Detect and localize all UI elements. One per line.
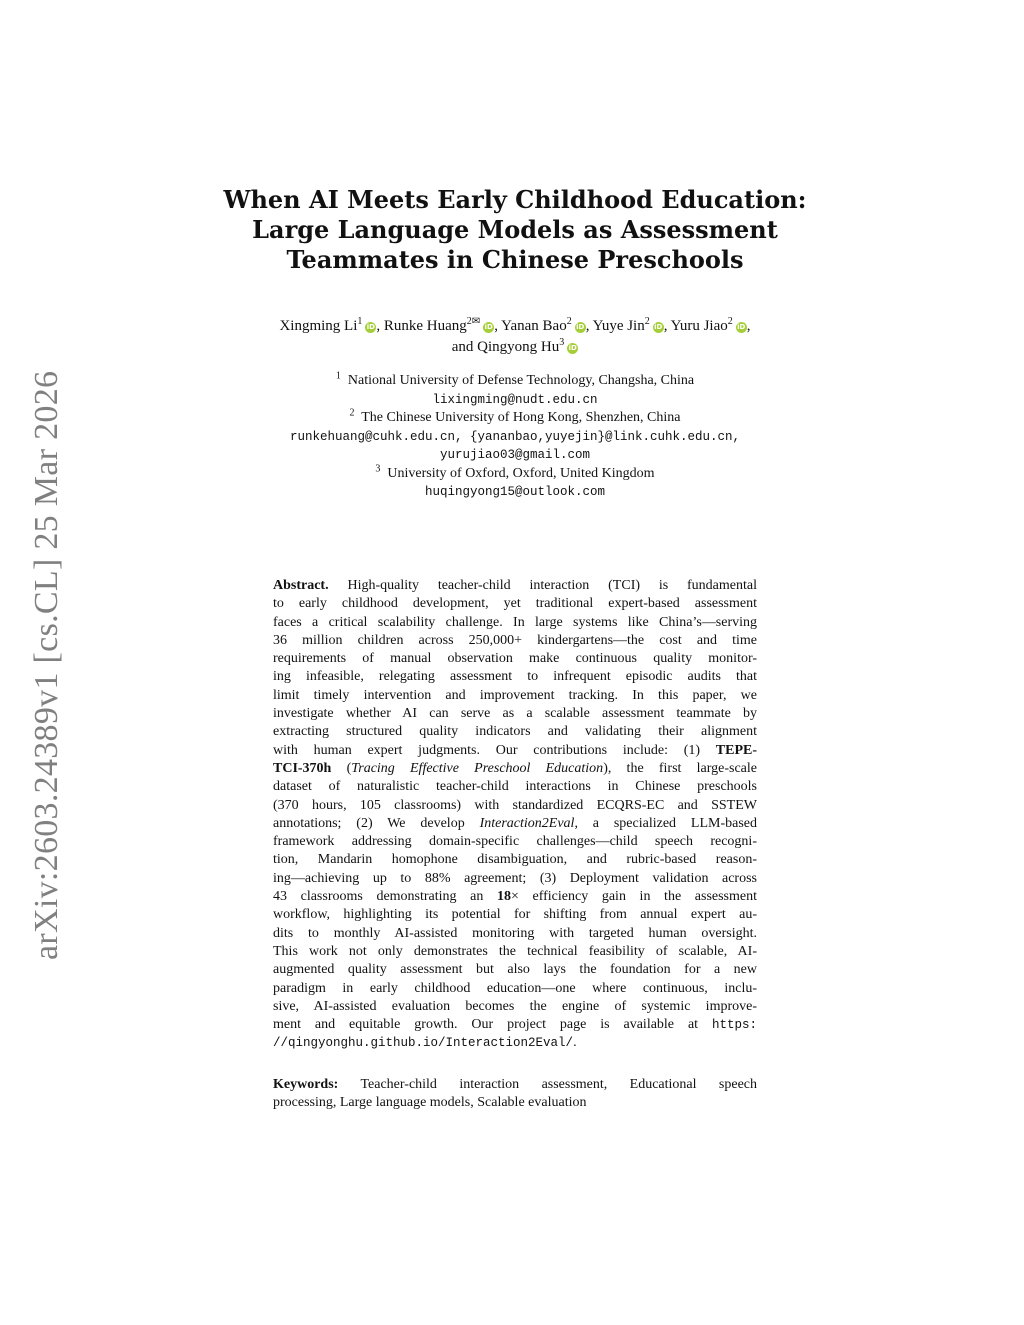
abstract: Abstract. High-quality teacher-child interaction (TCI) is fundamental to early childhood development, yet traditional expert-based assessment faces a critical scalability challenge. In large systems like China’s—serving 36 million children across 250,000+ kindergartens—the cost and time requirements of manual observation make continuous quality monitor- ing infeasible, relegating assessment to infrequent episodic audits that limit timely intervention and improvement tracking. In this paper, we investigate whether AI can serve as a scalable assessment teammate by extracting structured quality indicators and validating their alignment with human expert judgments. Our contributions include: (1) TEPE- TCI-370h (Tracing Effective Preschool Education), the first large-scale dataset of naturalistic teacher-child interactions in Chinese preschools (370 hours, 105 classrooms) with standardized ECQRS-EC and SSTEW annotations; (2) We develop Interaction2Eval, a specialized LLM-based framework addressing domain-specific challenges—child speech recogni- tion, Mandarin homophone disambiguation, and rubric-based reason- ing—achieving up to 88% agreement; (3) Deployment validation across 43 classrooms demonstrating an 18× efficiency gain in the assessment workflow, highlighting its potential for shifting from annual expert au- dits to monthly AI-assisted monitoring with targeted human oversight. This work not only demonstrates the technical feasibility of scalable, AI- augmented quality assessment but also lays the foundation for a new paradigm in early childhood education—one where continuous, inclu- sive, AI-assisted evaluation becomes the engine of systemic improve- ment and equitable growth. Our project page is available at https: //qingyonghu.github.io/Interaction2Eval/. [273, 578, 757, 1051]
author-list: Xingming Li$^1$ iD, Runke Huang$^{2✉}$ iD, Yanan Bao$^2$ iD, Yuye Jin$^2$ iD, Yuru Jiao$^2$ iD, and Qingyong Hu$^3$ iD [279, 316, 751, 355]
author-email[interactable]: huqingyong15@outlook.com [424, 485, 606, 499]
author-email[interactable]: yurujiao03@gmail.com [439, 448, 591, 462]
paper-title [200, 185, 830, 275]
orcid-icon[interactable]: iD [654, 323, 663, 331]
author-name: , Yuru Jiao [663, 318, 728, 334]
author-name: , Yuye Jin [585, 318, 645, 334]
affiliation-name: The Chinese University of Hong Kong, Shenzhen, China [361, 410, 681, 425]
orcid-icon[interactable]: iD [576, 323, 585, 331]
title-line-2: Large Language Models as Assessment [252, 215, 778, 244]
orcid-icon[interactable]: iD [366, 323, 375, 331]
author-name: Xingming Li [279, 318, 358, 334]
affiliation-name: University of Oxford, Oxford, United Kingdom [387, 465, 655, 481]
affiliation-name: National University of Defense Technology, Changsha, China [347, 373, 695, 388]
dataset-name: TEPE- [715, 742, 757, 758]
dataset-name: TCI-370h [273, 760, 332, 776]
author-email[interactable]: runkehuang@cuhk.edu.cn, {yananbao,yuyejin}@link.cuhk.edu.cn, [289, 429, 741, 444]
abstract-label: Abstract. [273, 578, 329, 593]
title-line-1: When AI Meets Early Childhood Education: [223, 185, 807, 214]
orcid-icon[interactable]: iD [737, 323, 746, 331]
orcid-icon[interactable]: iD [568, 344, 577, 352]
author-name: , Runke Huang [376, 318, 467, 334]
orcid-icon[interactable]: iD [484, 323, 493, 331]
project-link[interactable]: https: [711, 1018, 757, 1033]
author-email[interactable]: lixingming@nudt.edu.cn [432, 392, 598, 407]
keywords: Keywords: Teacher-child interaction assessment, Educational speech processing, Large language models, Scalable evaluation [273, 1077, 758, 1111]
affiliations: $^1$ National University of Defense Technology, Changsha, China lixingming@nudt.edu.cn $^2$ The Chinese University of Hong Kong, Shenzhen, China runkehuang@cuhk.edu.cn, {yananbao,yuyejin}@link.cuhk.edu.cn, yurujiao03@gmail.com $^3$ University of Oxford, Oxford, United Kingdom huqingyong15@outlook.com [180, 372, 850, 502]
author-name: and Qingyong Hu [451, 339, 560, 355]
author-name: , Yanan Bao [494, 318, 567, 334]
keywords-label: Keywords: [273, 1077, 339, 1092]
title-line-3: Teammates in Chinese Preschools [286, 245, 744, 274]
project-link[interactable]: //qingyonghu.github.io/Interaction2Eval/ [273, 1036, 574, 1051]
arxiv-identifier: arXiv:2603.24389v1 [cs.CL] 25 Mar 2026 [28, 370, 65, 960]
framework-name: Interaction2Eval [479, 815, 575, 831]
